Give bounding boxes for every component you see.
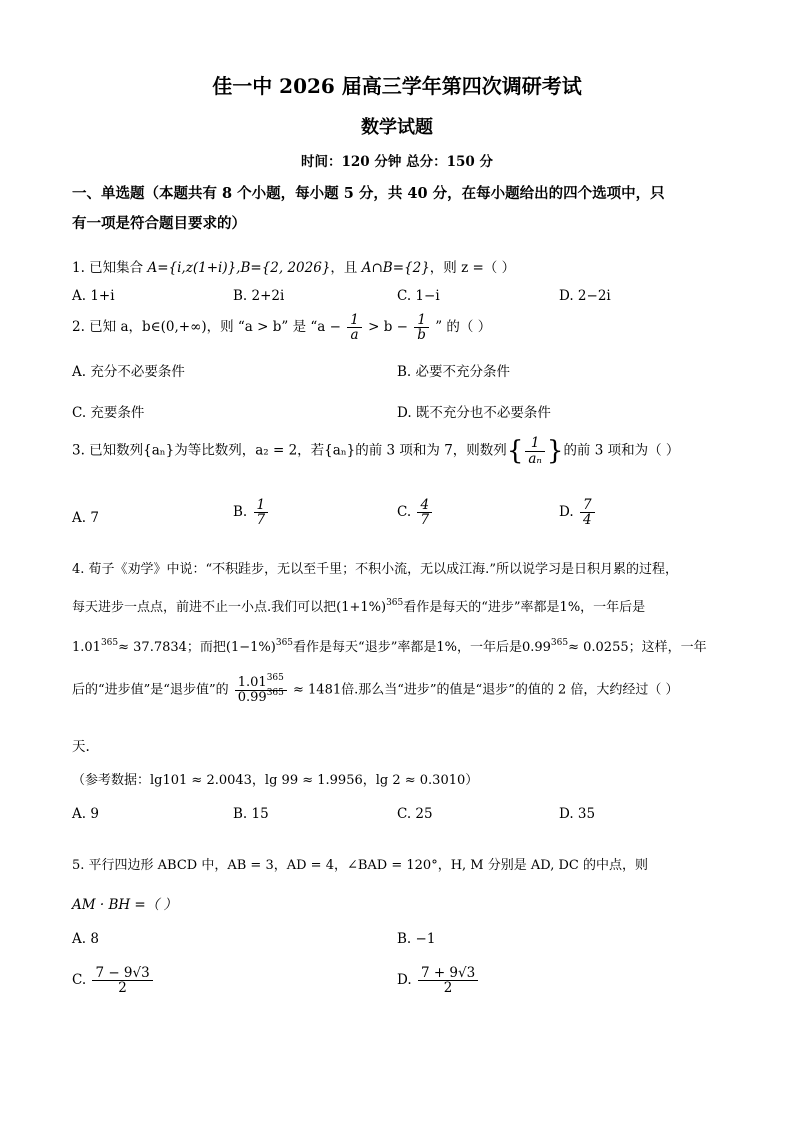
q3-option-b	[233, 498, 270, 527]
q3-option-b-label: B.	[233, 504, 248, 521]
q3-tail: 的前 3 项和为（ ）	[563, 442, 680, 459]
q2-f1-num: 1	[347, 313, 362, 328]
q4-line4b: ≈ 1481倍.那么当“进步”的值是“退步”的值的 2 倍，大约经过（ ）	[293, 682, 679, 698]
q5-option-c	[72, 966, 155, 995]
q3-option-c-label: C.	[397, 504, 412, 521]
q4-line2b: 看作是每天的“进步”率都是1%，一年后是	[403, 600, 646, 615]
q1-option-a: A. 1+i	[72, 288, 115, 304]
q4-option-b: B. 15	[233, 806, 269, 822]
q4-line-1: 4. 荀子《劝学》中说：“不积跬步，无以至千里；不积小流，无以成江海.”所以说学习是日积月累的过程，	[72, 562, 678, 577]
q4-line3d: ≈ 0.0255；这样，一年	[568, 640, 707, 655]
q4-line3b: ≈ 37.7834；而把(1−1%)	[118, 640, 276, 655]
q4-line3c: 看作是每天“退步”率都是1%，一年后是0.99	[293, 640, 551, 655]
q3-f-num: 1	[525, 436, 545, 451]
q4-option-c: C. 25	[397, 806, 433, 822]
section-heading-line1: 一、单选题（本题共有 8 个小题，每小题 5 分，共 40 分，在每小题给出的四个选项中，只	[72, 185, 665, 202]
q3-oc-num: 4	[417, 498, 432, 513]
q2-f2-den: b	[417, 327, 426, 344]
q2-fraction-2	[414, 313, 429, 342]
q3-option-a: A. 7	[72, 510, 99, 526]
q4-exp-2: 365	[100, 638, 119, 648]
q3-ob-num: 1	[254, 498, 269, 513]
q4-reference: （参考数据：lg101 ≈ 2.0043，lg 99 ≈ 1.9956，lg 2 ≈ 0.3010）	[72, 773, 479, 788]
q4-line-2	[72, 596, 645, 615]
q3-od-den: 4	[582, 512, 592, 529]
exam-meta: 时间：120 分钟 总分：150 分	[301, 154, 493, 170]
q3-option-b-frac	[254, 498, 269, 527]
q2-option-a: A. 充分不必要条件	[72, 364, 185, 380]
q4-option-d: D. 35	[559, 806, 596, 822]
q3-ob-den: 7	[256, 512, 266, 529]
q5-od-num: 7 + 9√3	[418, 966, 478, 981]
q2-f2-num: 1	[414, 313, 429, 328]
q5-oc-num: 7 − 9√3	[92, 966, 152, 981]
q3-oc-den: 7	[420, 512, 430, 529]
q5-option-b: B. −1	[397, 931, 436, 947]
question-1	[72, 256, 515, 276]
q3-f-den: aₙ	[528, 450, 542, 467]
q4-line-4	[72, 673, 679, 705]
q3-option-c-frac	[417, 498, 432, 527]
subject-title: 数学试题	[361, 117, 433, 138]
q5-option-d-label: D.	[397, 972, 412, 989]
q5-line-1: 5. 平行四边形 ABCD 中，AB = 3，AD = 4，∠BAD = 120°，H, M 分别是 AD, DC 的中点，则	[72, 858, 648, 873]
q5-option-d	[397, 966, 480, 995]
q3-option-c	[397, 498, 434, 527]
q3-option-d-frac	[580, 498, 595, 527]
q4-line3a: 1.01	[72, 640, 101, 655]
q4-f-den: 0.99$^{365}$	[237, 687, 284, 705]
q1-lead: 1. 已知集合	[72, 260, 144, 276]
q5-line-2: AM · BH =（ ）	[72, 897, 178, 913]
q2-fraction-1	[347, 313, 362, 342]
q5-option-d-frac	[418, 966, 478, 995]
q2-option-c: C. 充要条件	[72, 405, 145, 421]
q3-option-d	[559, 498, 597, 527]
q1-option-d: D. 2−2i	[559, 288, 611, 304]
q2-tail: ” 的（ ）	[435, 319, 492, 336]
q5-option-c-frac	[92, 966, 152, 995]
q2-option-d: D. 既不充分也不必要条件	[397, 405, 551, 421]
q4-line-5: 天.	[72, 739, 90, 755]
q4-line2a: 每天进步一点点，前进不止一小点.我们可以把(1+1%)	[72, 600, 387, 615]
section-heading-line2: 有一项是符合题目要求的）	[72, 215, 246, 232]
q1-intersection: A∩B={2}	[361, 260, 430, 276]
q4-f-num: 1.01$^{365}$	[235, 676, 287, 691]
q3-fraction	[525, 436, 545, 465]
q4-line4a: 后的“进步值”是“退步值”的	[72, 682, 229, 698]
q5-option-c-label: C.	[72, 972, 87, 989]
q1-option-c: C. 1−i	[397, 288, 440, 304]
q3-lead: 3. 已知数列{aₙ}为等比数列，a₂ = 2，若{aₙ}的前 3 项和为 7，则数列	[72, 442, 507, 459]
q4-exp-3: 365	[275, 638, 294, 648]
q2-lead: 2. 已知 a，b∈(0,+∞)，则 “a > b” 是 “a −	[72, 319, 341, 336]
q5-oc-den: 2	[118, 980, 127, 997]
question-3: 3. 已知数列{aₙ}为等比数列，a₂ = 2，若{aₙ}的前 3 项和为 7，则数列{ $\frac{1}{\text{aₙ}}$ }的前 3 项和为（ ）	[72, 435, 680, 467]
q4-exp-1: 365	[386, 598, 404, 608]
q4-exp-4: 365	[550, 638, 569, 648]
q4-option-a: A. 9	[72, 806, 99, 822]
q2-f1-den: a	[350, 327, 359, 344]
question-2	[72, 313, 491, 342]
q5-od-den: 2	[443, 980, 453, 997]
q3-option-d-label: D.	[559, 504, 574, 521]
exam-title: 佳一中 2026 届高三学年第四次调研考试	[212, 74, 582, 98]
q1-sets: A={i,z(1+i)},B={2, 2026}	[147, 260, 331, 276]
q1-option-b: B. 2+2i	[233, 288, 285, 304]
q2-option-b: B. 必要不充分条件	[397, 364, 511, 380]
q2-mid: > b −	[368, 319, 408, 336]
q3-od-num: 7	[580, 498, 595, 513]
q5-option-a: A. 8	[72, 931, 99, 947]
q1-mid: ，且	[330, 260, 358, 276]
q4-fraction	[235, 673, 287, 705]
q1-tail: ，则 z =（ ）	[429, 260, 516, 276]
q4-line-3	[72, 636, 707, 655]
